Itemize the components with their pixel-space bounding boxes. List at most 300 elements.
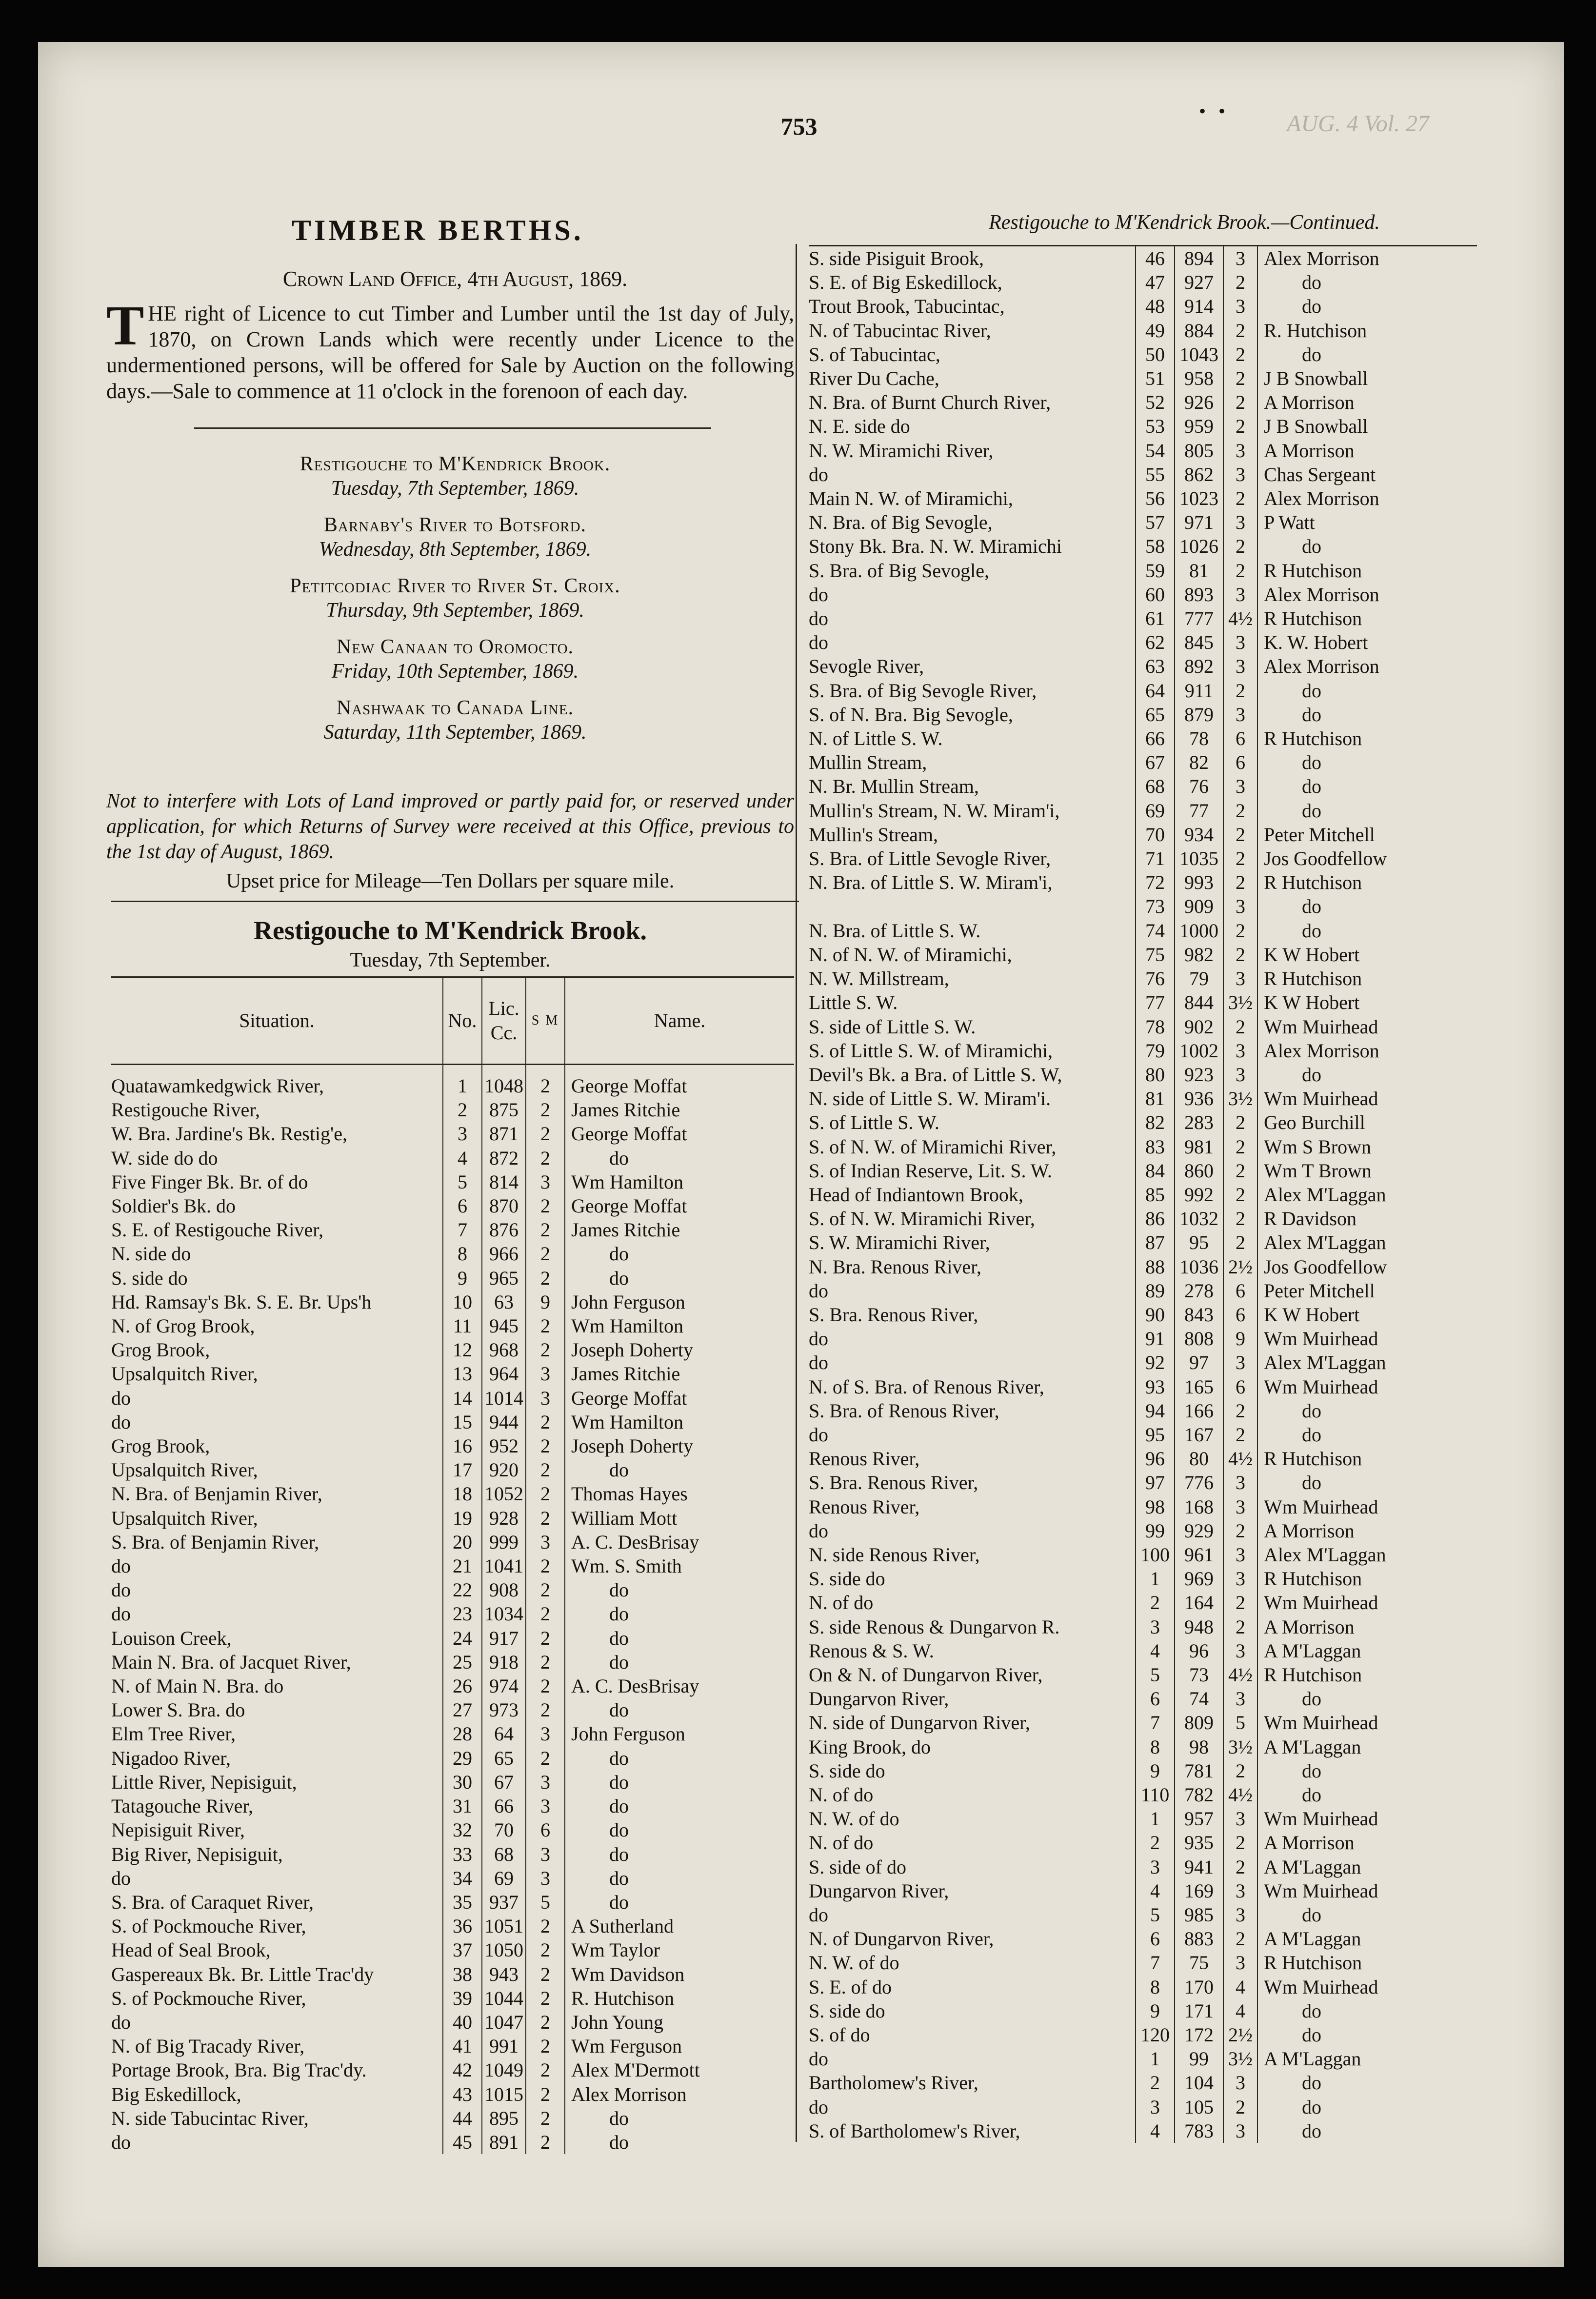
cell-name: A M'Laggan [1257, 2047, 1477, 2071]
cell-lic: 1043 [1175, 343, 1223, 366]
cell-name: Wm Muirhead [1257, 1591, 1477, 1614]
cell-situation: S. side do [809, 1759, 885, 1782]
table-row [809, 1567, 1477, 1591]
table-row [111, 1530, 794, 1554]
cell-name: do [565, 1818, 794, 1842]
cell-lic: 966 [482, 1242, 526, 1266]
cell-name: R Hutchison [1257, 559, 1477, 583]
cell-no: 94 [1136, 1399, 1175, 1423]
cell-situation: N. of Dungarvon River, [809, 1928, 994, 1950]
notice-title: TIMBER BERTHS. [292, 214, 584, 246]
cell-no: 35 [443, 1890, 482, 1914]
table-row [809, 1303, 1477, 1327]
table-row [111, 2058, 794, 2082]
cell-name: A M'Laggan [1257, 1639, 1477, 1663]
cell-lic: 283 [1175, 1110, 1223, 1134]
table-row [111, 1794, 794, 1818]
cell-no: 43 [443, 2082, 482, 2106]
table-row [111, 1434, 794, 1458]
cell-sm: 9 [526, 1290, 565, 1314]
header-no: No. [443, 977, 482, 1065]
cell-lic: 999 [482, 1530, 526, 1554]
table-row [111, 1626, 794, 1650]
cell-name: R Davidson [1257, 1207, 1477, 1230]
cell-no: 56 [1136, 486, 1175, 510]
cell-lic: 1050 [482, 1938, 526, 1962]
cell-name: do [565, 1842, 794, 1866]
cell-sm: 2 [526, 1410, 565, 1434]
cell-lic: 809 [1175, 1711, 1223, 1734]
cell-lic: 1002 [1175, 1039, 1223, 1063]
cell-lic: 991 [482, 2034, 526, 2058]
cell-lic: 909 [1175, 894, 1223, 918]
cell-lic: 1048 [482, 1074, 526, 1098]
cell-sm: 2 [1223, 1423, 1257, 1447]
cell-sm: 3 [1223, 967, 1257, 990]
cell-no: 74 [1136, 919, 1175, 943]
cell-sm: 3 [1223, 1687, 1257, 1711]
cell-lic: 164 [1175, 1591, 1223, 1614]
cell-sm: 3 [1223, 583, 1257, 606]
cell-name: Wm Davidson [565, 1962, 794, 1986]
cell-no: 47 [1136, 270, 1175, 294]
cell-situation: Quatawamkedgwick River, [111, 1075, 324, 1097]
cell-sm: 3½ [1223, 2047, 1257, 2071]
cell-lic: 935 [1175, 1831, 1223, 1855]
cell-sm: 2 [1223, 1159, 1257, 1183]
cell-no: 72 [1136, 870, 1175, 894]
cell-situation: S. Bra. of Big Sevogle River, [809, 679, 1037, 702]
cell-name: Alex M'Laggan [1257, 1230, 1477, 1254]
cell-sm: 3 [1223, 654, 1257, 678]
table-row [809, 559, 1477, 583]
table-row [809, 439, 1477, 463]
cell-lic: 993 [1175, 870, 1223, 894]
cell-lic: 63 [482, 1290, 526, 1314]
cell-no: 99 [1136, 1519, 1175, 1543]
cell-lic: 68 [482, 1842, 526, 1866]
cell-name: R Hutchison [1257, 967, 1477, 990]
cell-name: Wm Muirhead [1257, 1495, 1477, 1519]
table-row [111, 1074, 794, 1098]
cell-lic: 927 [1175, 270, 1223, 294]
intro-paragraph [106, 295, 794, 404]
cell-lic: 911 [1175, 679, 1223, 703]
table-row [111, 1242, 794, 1266]
cell-name: Alex Morrison [1257, 246, 1477, 271]
cell-name: Jos Goodfellow [1257, 847, 1477, 870]
cell-name: do [565, 1794, 794, 1818]
cell-sm: 3 [526, 1722, 565, 1746]
cell-lic: 1015 [482, 2082, 526, 2106]
cell-name: do [1257, 1999, 1477, 2023]
table-row [809, 2095, 1477, 2119]
cell-situation: N. of Grog Brook, [111, 1315, 255, 1337]
cell-lic: 964 [482, 1362, 526, 1386]
schedule-route: Nashwaak to Canada Line. [336, 697, 574, 719]
cell-situation: Five Finger Bk. Br. of do [111, 1170, 308, 1193]
cell-lic: 776 [1175, 1471, 1223, 1494]
cell-situation: Renous & S. W. [809, 1639, 934, 1662]
cell-sm: 3 [1223, 2071, 1257, 2095]
table-row [809, 1375, 1477, 1399]
cell-name: P Watt [1257, 510, 1477, 534]
table-row [111, 1098, 794, 1122]
cell-no: 3 [1136, 1855, 1175, 1879]
cell-name: do [1257, 270, 1477, 294]
cell-name: do [1257, 1687, 1477, 1711]
cell-name: Joseph Doherty [565, 1434, 794, 1458]
cell-sm: 2 [1223, 679, 1257, 703]
cell-situation: S. of Bartholomew's River, [809, 2119, 1020, 2142]
cell-lic: 961 [1175, 1543, 1223, 1567]
cell-sm: 2 [1223, 2095, 1257, 2119]
section-title: Restigouche to M'Kendrick Brook. [254, 916, 647, 945]
table-row [809, 463, 1477, 486]
cell-no: 79 [1136, 1039, 1175, 1063]
cell-sm: 3 [1223, 439, 1257, 463]
cell-name: Geo Burchill [1257, 1110, 1477, 1134]
cell-sm: 3½ [1223, 1087, 1257, 1110]
cell-situation: N. W. of do [809, 1808, 899, 1830]
cell-name: do [565, 1578, 794, 1602]
table-row [809, 2023, 1477, 2047]
cell-situation: S. Bra. of Little Sevogle River, [809, 847, 1051, 870]
cell-sm: 2 [526, 2130, 565, 2154]
schedule-item [121, 574, 789, 623]
cell-situation: do [809, 1423, 828, 1446]
cell-situation: do [111, 1387, 131, 1409]
cell-no: 4 [443, 1146, 482, 1170]
divider-rule [194, 427, 711, 429]
cell-lic: 870 [482, 1194, 526, 1218]
table-row [809, 1063, 1477, 1087]
cell-situation: do [809, 2048, 828, 2070]
cell-no: 27 [443, 1698, 482, 1722]
cell-sm: 3 [526, 1170, 565, 1194]
page-number: 753 [780, 113, 818, 140]
cell-situation: Trout Brook, Tabucintac, [809, 295, 1005, 318]
cell-situation: S. side of do [809, 1855, 906, 1878]
table-row [809, 319, 1477, 343]
table-row [809, 990, 1477, 1014]
table-row [809, 510, 1477, 534]
header-lic [482, 977, 526, 1065]
table-row [111, 1170, 794, 1194]
cell-name: do [565, 1866, 794, 1890]
schedule-item [121, 635, 789, 684]
cell-no: 58 [1136, 534, 1175, 558]
cell-lic: 67 [482, 1770, 526, 1794]
cell-situation: S. of N. Bra. Big Sevogle, [809, 703, 1013, 726]
cell-lic: 959 [1175, 414, 1223, 438]
table-row [111, 1818, 794, 1842]
cell-sm: 9 [1223, 1327, 1257, 1351]
cell-sm: 3 [1223, 1351, 1257, 1374]
cell-name: Alex Morrison [565, 2082, 794, 2106]
cell-situation: N. of Little S. W. [809, 727, 943, 750]
cell-sm: 2 [526, 1338, 565, 1362]
cell-name: Wm Muirhead [1257, 1807, 1477, 1831]
cell-situation: Big Eskedillock, [111, 2083, 241, 2105]
table-row [111, 1746, 794, 1770]
cell-situation: Main N. Bra. of Jacquet River, [111, 1651, 351, 1673]
table-row [111, 1914, 794, 1938]
cell-situation: Little S. W. [809, 991, 898, 1014]
cell-name: Wm. S. Smith [565, 1554, 794, 1578]
cell-situation: do [111, 1411, 131, 1433]
cell-sm: 4 [1223, 1999, 1257, 2023]
cell-situation: do [809, 631, 828, 654]
table-row [111, 1962, 794, 1986]
cell-lic: 952 [482, 1434, 526, 1458]
table-row [111, 1506, 794, 1530]
cell-sm: 2 [526, 1074, 565, 1098]
cell-lic: 982 [1175, 943, 1223, 967]
cell-lic: 872 [482, 1146, 526, 1170]
cell-name: A Morrison [1257, 439, 1477, 463]
cell-no: 17 [443, 1458, 482, 1482]
cell-situation: Nepisiguit River, [111, 1819, 245, 1841]
cell-lic: 166 [1175, 1399, 1223, 1423]
cell-lic: 78 [1175, 726, 1223, 750]
cell-lic: 971 [1175, 510, 1223, 534]
cell-lic: 77 [1175, 799, 1223, 823]
cell-situation: S. of Indian Reserve, Lit. S. W. [809, 1159, 1052, 1182]
cell-sm: 3 [526, 1770, 565, 1794]
cell-no: 5 [443, 1170, 482, 1194]
cell-situation: do [809, 1904, 828, 1926]
cell-situation: S. side do [809, 1999, 885, 2022]
cell-situation: Big River, Nepisiguit, [111, 1843, 283, 1865]
cell-lic: 97 [1175, 1351, 1223, 1374]
cell-no: 3 [443, 1122, 482, 1146]
cell-no: 6 [443, 1194, 482, 1218]
cell-sm: 2 [1223, 943, 1257, 967]
schedule-date: Wednesday, 8th September, 1869. [319, 538, 592, 561]
cell-name: do [1257, 703, 1477, 726]
cell-lic: 168 [1175, 1495, 1223, 1519]
cell-situation: N. of do [809, 1832, 874, 1854]
cell-name: do [565, 2106, 794, 2130]
cell-sm: 3 [1223, 1543, 1257, 1567]
cell-sm: 3 [1223, 1879, 1257, 1903]
cell-name: A. C. DesBrisay [565, 1530, 794, 1554]
cell-name: do [1257, 1471, 1477, 1494]
cell-lic: 1035 [1175, 847, 1223, 870]
cell-no: 7 [1136, 1711, 1175, 1734]
cell-lic: 79 [1175, 967, 1223, 990]
cell-sm: 2 [526, 2082, 565, 2106]
cell-situation: do [809, 607, 828, 630]
table-row [111, 1890, 794, 1914]
cell-sm: 2 [526, 2034, 565, 2058]
cell-name: Thomas Hayes [565, 1482, 794, 1506]
cell-lic: 1026 [1175, 534, 1223, 558]
table-row [111, 1986, 794, 2010]
cell-name: J B Snowball [1257, 366, 1477, 390]
table-row [111, 1146, 794, 1170]
cell-name: Wm Muirhead [1257, 1015, 1477, 1039]
cell-situation: Mullin's Stream, [809, 823, 938, 846]
cell-name: Wm Muirhead [1257, 1879, 1477, 1903]
cell-name: Alex M'Laggan [1257, 1351, 1477, 1374]
cell-sm: 3 [1223, 1495, 1257, 1519]
cell-sm: 2 [526, 1626, 565, 1650]
cell-situation: Portage Brook, Bra. Big Trac'dy. [111, 2059, 367, 2081]
schedule-date: Saturday, 11th September, 1869. [323, 721, 587, 744]
cell-situation: Louison Creek, [111, 1627, 232, 1649]
cell-situation: Nigadoo River, [111, 1747, 231, 1769]
cell-sm: 2 [1223, 1015, 1257, 1039]
cell-sm: 2 [1223, 1759, 1257, 1783]
table-row [809, 943, 1477, 967]
cell-name: R Hutchison [1257, 1447, 1477, 1471]
cell-situation: N. E. side do [809, 415, 910, 438]
cell-no: 6 [1136, 1927, 1175, 1951]
cell-no: 2 [1136, 1591, 1175, 1614]
cell-sm: 2 [526, 1122, 565, 1146]
cell-name: do [565, 1698, 794, 1722]
cell-no: 76 [1136, 967, 1175, 990]
cell-situation: S. side Pisiguit Brook, [809, 247, 984, 269]
table-row [809, 246, 1477, 271]
bleed-through-text: AUG. 4 Vol. 27 [1287, 111, 1429, 137]
cell-lic: 923 [1175, 1063, 1223, 1087]
cell-lic: 929 [1175, 1519, 1223, 1543]
cell-lic: 943 [482, 1962, 526, 1986]
cell-sm: 5 [1223, 1711, 1257, 1734]
cell-no: 31 [443, 1794, 482, 1818]
table-row [809, 1927, 1477, 1951]
cell-no: 6 [1136, 1687, 1175, 1711]
cell-no: 22 [443, 1578, 482, 1602]
table-row [809, 726, 1477, 750]
cell-name: Wm Hamilton [565, 1314, 794, 1338]
cell-sm: 2 [526, 1962, 565, 1986]
cell-name: Peter Mitchell [1257, 823, 1477, 847]
cell-situation: Restigouche River, [111, 1099, 260, 1121]
cell-situation: Upsalquitch River, [111, 1363, 258, 1385]
cell-sm: 2 [526, 1650, 565, 1674]
cell-situation: do [809, 1519, 828, 1542]
cell-sm: 3 [1223, 510, 1257, 534]
cell-name: George Moffat [565, 1194, 794, 1218]
schedule-route: Barnaby's River to Botsford. [323, 514, 587, 536]
cell-no: 92 [1136, 1351, 1175, 1374]
cell-situation: S. of N. W. Miramichi River, [809, 1208, 1035, 1230]
cell-no: 34 [443, 1866, 482, 1890]
cell-no: 89 [1136, 1279, 1175, 1303]
cell-no: 7 [443, 1218, 482, 1242]
cell-sm: 2 [526, 1746, 565, 1770]
cell-no: 98 [1136, 1495, 1175, 1519]
cell-no: 68 [1136, 774, 1175, 798]
cell-name: do [1257, 919, 1477, 943]
table-row [809, 1399, 1477, 1423]
cell-name: J B Snowball [1257, 414, 1477, 438]
cell-name: do [565, 1242, 794, 1266]
cell-sm: 3 [1223, 774, 1257, 798]
cell-situation: S. of Little S. W. [809, 1111, 939, 1134]
cell-name: R Hutchison [1257, 870, 1477, 894]
cell-sm: 6 [1223, 726, 1257, 750]
cell-situation: Devil's Bk. a Bra. of Little S. W, [809, 1063, 1062, 1086]
cell-name: Joseph Doherty [565, 1338, 794, 1362]
cell-lic: 893 [1175, 583, 1223, 606]
timber-berths-table-left [111, 976, 794, 2154]
cell-no: 29 [443, 1746, 482, 1770]
cell-sm: 3 [1223, 1063, 1257, 1087]
cell-no: 8 [1136, 1975, 1175, 1999]
section-date: Tuesday, 7th September. [350, 949, 551, 971]
cell-situation: Dungarvon River, [809, 1879, 949, 1902]
cell-no: 2 [443, 1098, 482, 1122]
cell-no: 16 [443, 1434, 482, 1458]
cell-lic: 66 [482, 1794, 526, 1818]
table-row [111, 1386, 794, 1410]
cell-sm: 3 [1223, 630, 1257, 654]
cell-name: Alex Morrison [1257, 486, 1477, 510]
cell-lic: 1023 [1175, 486, 1223, 510]
cell-name: Alex M'Laggan [1257, 1183, 1477, 1207]
cell-name: K W Hobert [1257, 943, 1477, 967]
cell-no: 9 [1136, 1759, 1175, 1783]
cell-sm: 3 [526, 1794, 565, 1818]
cell-name: A Morrison [1257, 1831, 1477, 1855]
cell-no: 9 [1136, 1999, 1175, 2023]
cell-lic: 80 [1175, 1447, 1223, 1471]
cell-situation: Upsalquitch River, [111, 1459, 258, 1481]
table-row [809, 679, 1477, 703]
cell-situation: N. of do [809, 1784, 874, 1806]
cell-lic: 169 [1175, 1879, 1223, 1903]
cell-sm: 2 [1223, 319, 1257, 343]
cell-lic: 81 [1175, 559, 1223, 583]
conditions-text: Not to interfere with Lots of Land improved or partly paid for, or reserved under application, for which Returns of Survey were received at this Office, previous to the 1st day of August, 1869. [106, 790, 794, 863]
cell-situation: N. Bra. of Little S. W. [809, 919, 981, 942]
cell-name: do [1257, 534, 1477, 558]
cell-name: John Ferguson [565, 1290, 794, 1314]
cell-lic: 965 [482, 1266, 526, 1290]
schedule-item [121, 452, 789, 501]
cell-no: 62 [1136, 630, 1175, 654]
cell-lic: 969 [1175, 1567, 1223, 1591]
cell-sm: 3½ [1223, 1735, 1257, 1759]
column-divider [796, 244, 797, 2142]
cell-lic: 926 [1175, 390, 1223, 414]
cell-no: 69 [1136, 799, 1175, 823]
cell-situation: Mullin's Stream, N. W. Miram'i, [809, 799, 1060, 822]
cell-name: R. Hutchison [565, 1986, 794, 2010]
cell-lic: 871 [482, 1122, 526, 1146]
cell-name: Wm Muirhead [1257, 1375, 1477, 1399]
schedule-route: Restigouche to M'Kendrick Brook. [299, 453, 611, 475]
cell-no: 93 [1136, 1375, 1175, 1399]
cell-name: do [565, 1266, 794, 1290]
cell-situation: S. Bra. Renous River, [809, 1303, 978, 1326]
cell-lic: 968 [482, 1338, 526, 1362]
cell-sm: 2½ [1223, 1255, 1257, 1279]
table-row [809, 630, 1477, 654]
cell-sm: 2 [1223, 559, 1257, 583]
cell-situation: S. of Little S. W. of Miramichi, [809, 1039, 1053, 1062]
cell-name: A M'Laggan [1257, 1855, 1477, 1879]
cell-name: do [1257, 2023, 1477, 2047]
cell-sm: 3 [1223, 1807, 1257, 1831]
cell-no: 88 [1136, 1255, 1175, 1279]
cell-lic: 165 [1175, 1375, 1223, 1399]
